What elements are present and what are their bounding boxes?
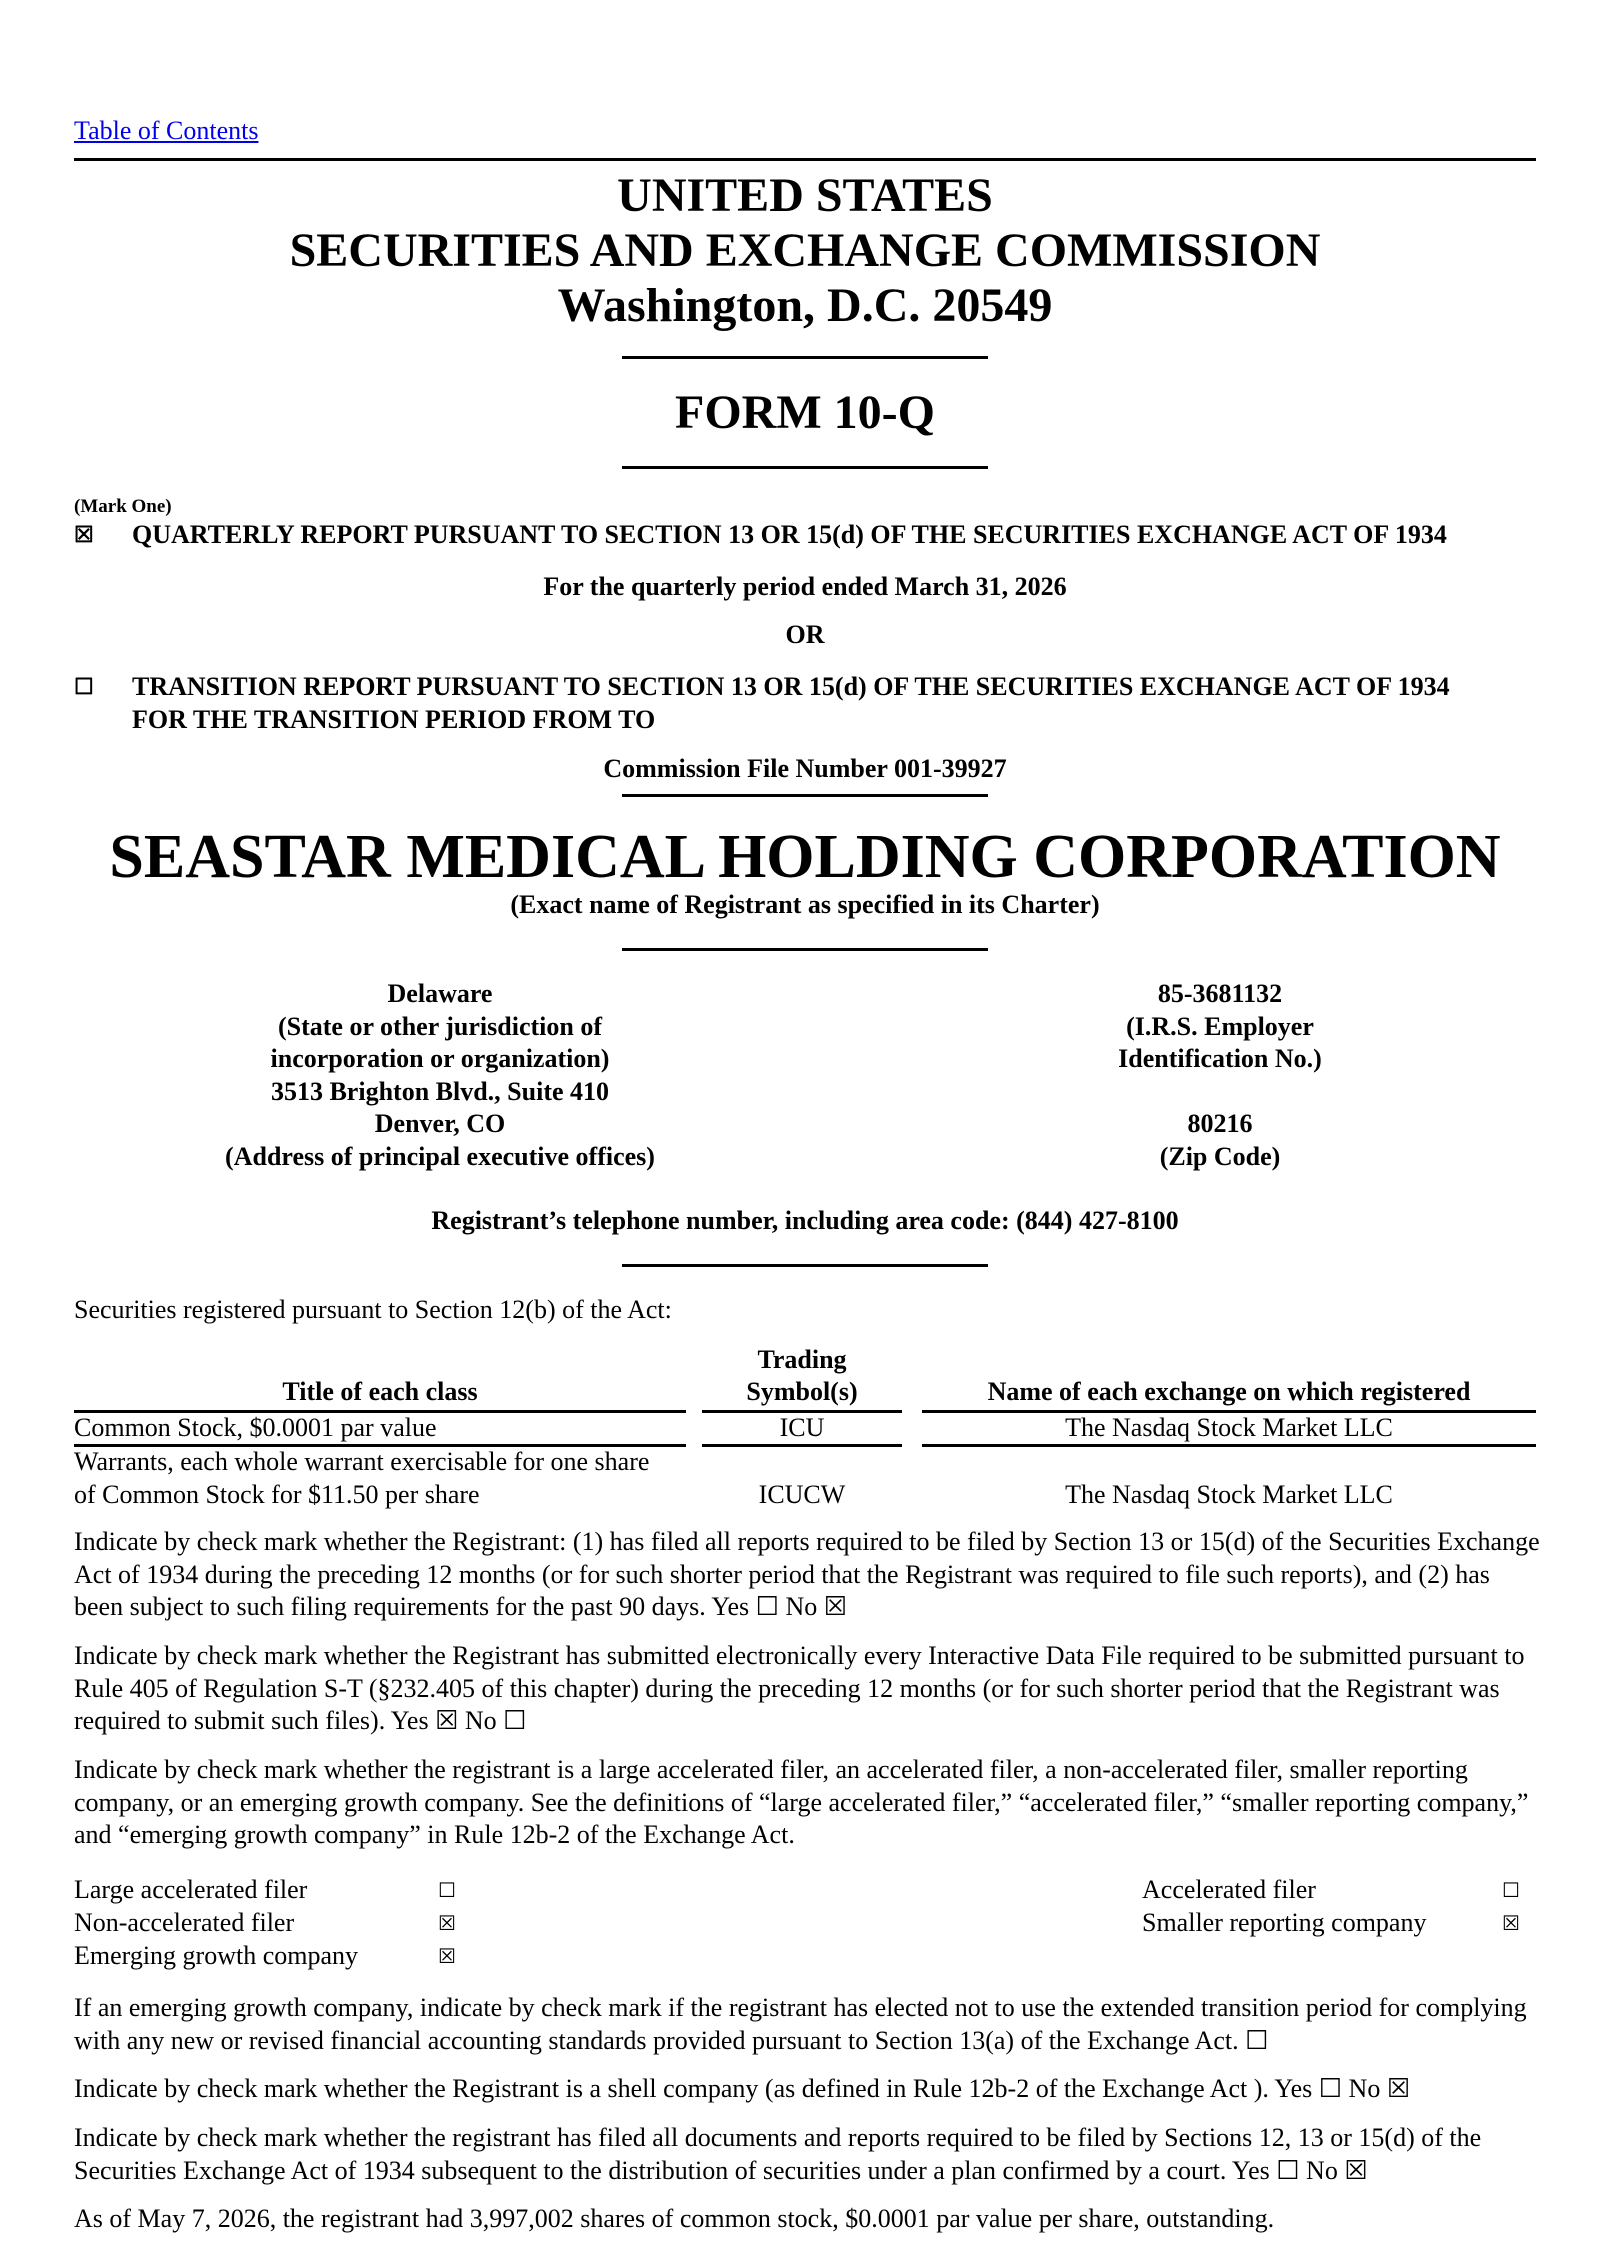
state-caption-line-2: incorporation or organization) bbox=[270, 1044, 610, 1073]
unchecked-box-icon[interactable]: ☐ bbox=[74, 674, 94, 699]
agency-line-1: UNITED STATES bbox=[617, 169, 993, 222]
ein-caption-line-2: Identification No.) bbox=[1118, 1044, 1322, 1073]
registrant-name: SEASTAR MEDICAL HOLDING CORPORATION bbox=[109, 823, 1501, 891]
agency-line-3: Washington, D.C. 20549 bbox=[557, 279, 1053, 332]
filer-status-paragraph: Indicate by check mark whether the registrant is a large accelerated filer, an accelerated filer, a non-accelerated filer, smaller reporting company, or an emerging growth company. See the definitions of “large accelerated filer,” “accelerated filer,” “smaller reporting company,” and “emerging growth company” in Rule 12b-2 of the Exchange Act. bbox=[74, 1755, 1529, 1849]
securities-intro: Securities registered pursuant to Section 12(b) of the Act: bbox=[74, 1295, 672, 1324]
address-caption: (Address of principal executive offices) bbox=[225, 1141, 655, 1171]
address-line-2: Denver, CO bbox=[374, 1109, 506, 1138]
checked-box-icon[interactable]: ☒ bbox=[438, 1946, 456, 1968]
smaller-reporting-company-label: Smaller reporting company bbox=[1142, 1908, 1427, 1937]
row-1-symbol: ICU bbox=[779, 1413, 825, 1442]
state-of-incorporation: Delaware bbox=[387, 979, 493, 1008]
state-caption-line-1: (State or other jurisdiction of bbox=[278, 1011, 602, 1041]
quarterly-period: For the quarterly period ended March 31, 2026 bbox=[543, 572, 1067, 601]
registrant-left-column bbox=[180, 978, 700, 1173]
row-2-exchange: The Nasdaq Stock Market LLC bbox=[1065, 1480, 1393, 1509]
egc-election-paragraph: If an emerging growth company, indicate by check mark if the registrant has elected not to use the extended transition period for complying with any new or revised financial accounting standards provided pursuant to Section 13(a) of the Exchange Act. ☐ bbox=[74, 1993, 1527, 2055]
divider bbox=[622, 1264, 988, 1267]
checked-box-icon[interactable]: ☒ bbox=[74, 522, 94, 547]
registrant-right-column bbox=[1000, 978, 1440, 1173]
checked-box-icon[interactable]: ☒ bbox=[1502, 1913, 1520, 1935]
registrant-name-caption: (Exact name of Registrant as specified in its Charter) bbox=[510, 890, 1100, 919]
divider bbox=[622, 948, 988, 951]
zip-code: 80216 bbox=[1187, 1109, 1253, 1138]
header-title-of-class: Title of each class bbox=[282, 1377, 478, 1406]
table-of-contents-link[interactable]: Table of Contents bbox=[74, 116, 259, 145]
row-1-exchange: The Nasdaq Stock Market LLC bbox=[1065, 1413, 1393, 1442]
shell-company-paragraph: Indicate by check mark whether the Registrant is a shell company (as defined in Rule 12b-2 of the Exchange Act ). Yes ☐ No ☒ bbox=[74, 2074, 1411, 2103]
row-2-title-line-2: of Common Stock for $11.50 per share bbox=[74, 1480, 480, 1509]
divider bbox=[622, 356, 988, 359]
mark-one-label: (Mark One) bbox=[74, 496, 172, 517]
registrant-telephone: Registrant’s telephone number, including area code: (844) 427-8100 bbox=[431, 1206, 1179, 1235]
court-plan-paragraph: Indicate by check mark whether the registrant has filed all documents and reports required to be filed by Sections 12, 13 or 15(d) of the Securities Exchange Act of 1934 subsequent to the distribution of securities under a plan confirmed by a court. Yes ☐ No ☒ bbox=[74, 2123, 1482, 2185]
quarterly-report-label: QUARTERLY REPORT PURSUANT TO SECTION 13 OR 15(d) OF THE SECURITIES EXCHANGE ACT OF 1934 bbox=[132, 520, 1447, 549]
accelerated-filer-label: Accelerated filer bbox=[1142, 1875, 1316, 1904]
interactive-data-paragraph: Indicate by check mark whether the Registrant has submitted electronically every Interactive Data File required to be submitted pursuant to Rule 405 of Regulation S-T (§232.405 of this chapter) during the preceding 12 months (or for such shorter period that the Registrant was required to submit such files). Yes ☒ No ☐ bbox=[74, 1641, 1525, 1735]
non-accelerated-filer-label: Non-accelerated filer bbox=[74, 1908, 295, 1937]
transition-period-label: FOR THE TRANSITION PERIOD FROM TO bbox=[132, 705, 656, 734]
row-rule bbox=[922, 1444, 1536, 1447]
emerging-growth-company-label: Emerging growth company bbox=[74, 1941, 359, 1970]
header-exchange-name: Name of each exchange on which registered bbox=[987, 1377, 1471, 1406]
form-title: FORM 10-Q bbox=[675, 386, 935, 439]
or-separator: OR bbox=[785, 620, 825, 649]
divider bbox=[622, 794, 988, 797]
row-rule bbox=[702, 1444, 902, 1447]
agency-line-2: SECURITIES AND EXCHANGE COMMISSION bbox=[289, 224, 1321, 277]
row-1-title: Common Stock, $0.0001 par value bbox=[74, 1413, 437, 1442]
header-trading-symbol-line-1: Trading bbox=[757, 1345, 847, 1374]
ein-number: 85-3681132 bbox=[1157, 979, 1283, 1008]
commission-file-number: Commission File Number 001-39927 bbox=[603, 754, 1007, 783]
large-accelerated-filer-label: Large accelerated filer bbox=[74, 1875, 308, 1904]
checked-box-icon[interactable]: ☒ bbox=[438, 1913, 456, 1935]
shares-outstanding-paragraph: As of May 7, 2026, the registrant had 3,997,002 shares of common stock, $0.0001 par value per share, outstanding. bbox=[74, 2204, 1275, 2233]
transition-report-label: TRANSITION REPORT PURSUANT TO SECTION 13 OR 15(d) OF THE SECURITIES EXCHANGE ACT OF 1934 bbox=[132, 672, 1450, 701]
row-2-symbol: ICUCW bbox=[758, 1480, 846, 1509]
zip-caption: (Zip Code) bbox=[1159, 1141, 1281, 1171]
address-line-1: 3513 Brighton Blvd., Suite 410 bbox=[270, 1076, 610, 1106]
divider bbox=[622, 466, 988, 469]
unchecked-box-icon[interactable]: ☐ bbox=[438, 1880, 456, 1902]
ein-caption-line-1: (I.R.S. Employer bbox=[1126, 1011, 1314, 1041]
header-trading-symbol-line-2: Symbol(s) bbox=[746, 1377, 858, 1406]
row-2-title-line-1: Warrants, each whole warrant exercisable for one share bbox=[74, 1447, 650, 1476]
filed-reports-paragraph: Indicate by check mark whether the Registrant: (1) has filed all reports required to be filed by Section 13 or 15(d) of the Securities Exchange Act of 1934 during the preceding 12 months (or for such shorter period that the Registrant was required to file such reports), and (2) has been subject to such filing requirements for the past 90 days. Yes ☐ No ☒ bbox=[74, 1527, 1540, 1621]
unchecked-box-icon[interactable]: ☐ bbox=[1502, 1880, 1520, 1902]
header-rule bbox=[74, 158, 1536, 161]
